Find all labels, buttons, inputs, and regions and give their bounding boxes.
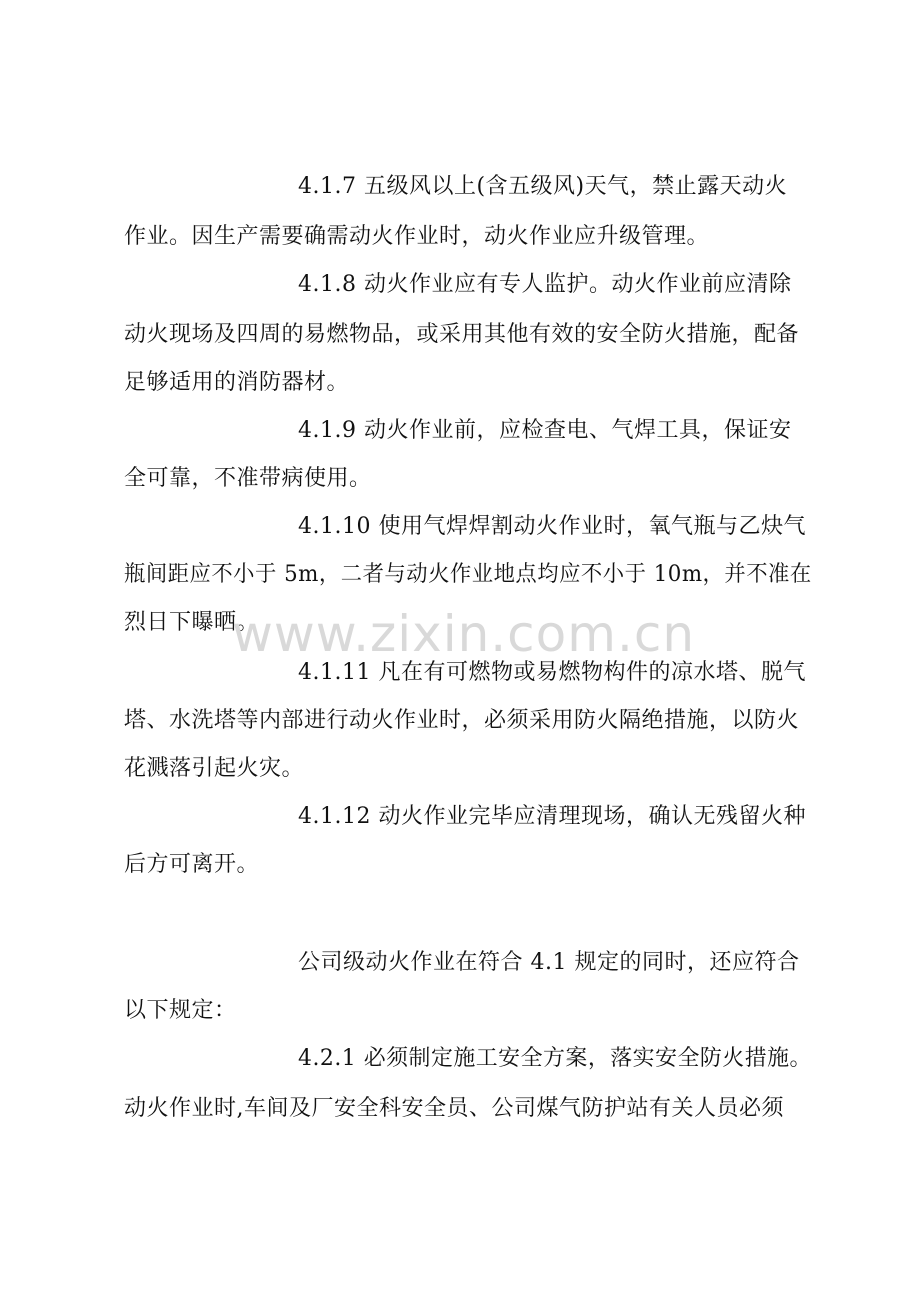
text-line: 塔、水洗塔等内部进行动火作业时，必须采用防火隔绝措施，以防火 <box>124 708 800 733</box>
text-line: 4.2.1 必须制定施工安全方案，落实安全防火措施。 <box>298 1046 812 1071</box>
text-line: 动火现场及四周的易燃物品，或采用其他有效的安全防火措施，配备 <box>124 322 800 347</box>
text-line: 4.1.8 动火作业应有专人监护。动火作业前应清除 <box>298 272 792 297</box>
text-line: 作业。因生产需要确需动火作业时，动火作业应升级管理。 <box>124 224 710 249</box>
text-line: 后方可离开。 <box>124 852 260 877</box>
text-line: 烈日下曝晒。 <box>124 610 260 635</box>
text-line: 瓶间距应不小于 5m，二者与动火作业地点均应不小于 10m，并不准在 <box>124 562 812 587</box>
text-line: 4.1.7 五级风以上(含五级风)天气，禁止露天动火 <box>298 174 788 199</box>
text-line: 4.1.10 使用气焊焊割动火作业时，氧气瓶与乙炔气 <box>298 514 806 539</box>
text-line: 全可靠，不准带病使用。 <box>124 466 372 491</box>
text-line: 足够适用的消防器材。 <box>124 370 350 395</box>
watermark: www.zixin.com.cn <box>232 605 696 663</box>
text-line: 4.1.12 动火作业完毕应清理现场，确认无残留火种 <box>298 804 806 829</box>
text-line: 4.1.11 凡在有可燃物或易燃物构件的凉水塔、脱气 <box>298 660 806 685</box>
text-line: 4.1.9 动火作业前，应检查电、气焊工具，保证安 <box>298 418 792 443</box>
text-line: 以下规定： <box>124 998 237 1023</box>
text-line: 动火作业时,车间及厂安全科安全员、公司煤气防护站有关人员必须 <box>124 1096 784 1121</box>
text-line: 公司级动火作业在符合 4.1 规定的同时，还应符合 <box>298 950 800 975</box>
text-line: 花溅落引起火灾。 <box>124 756 305 781</box>
